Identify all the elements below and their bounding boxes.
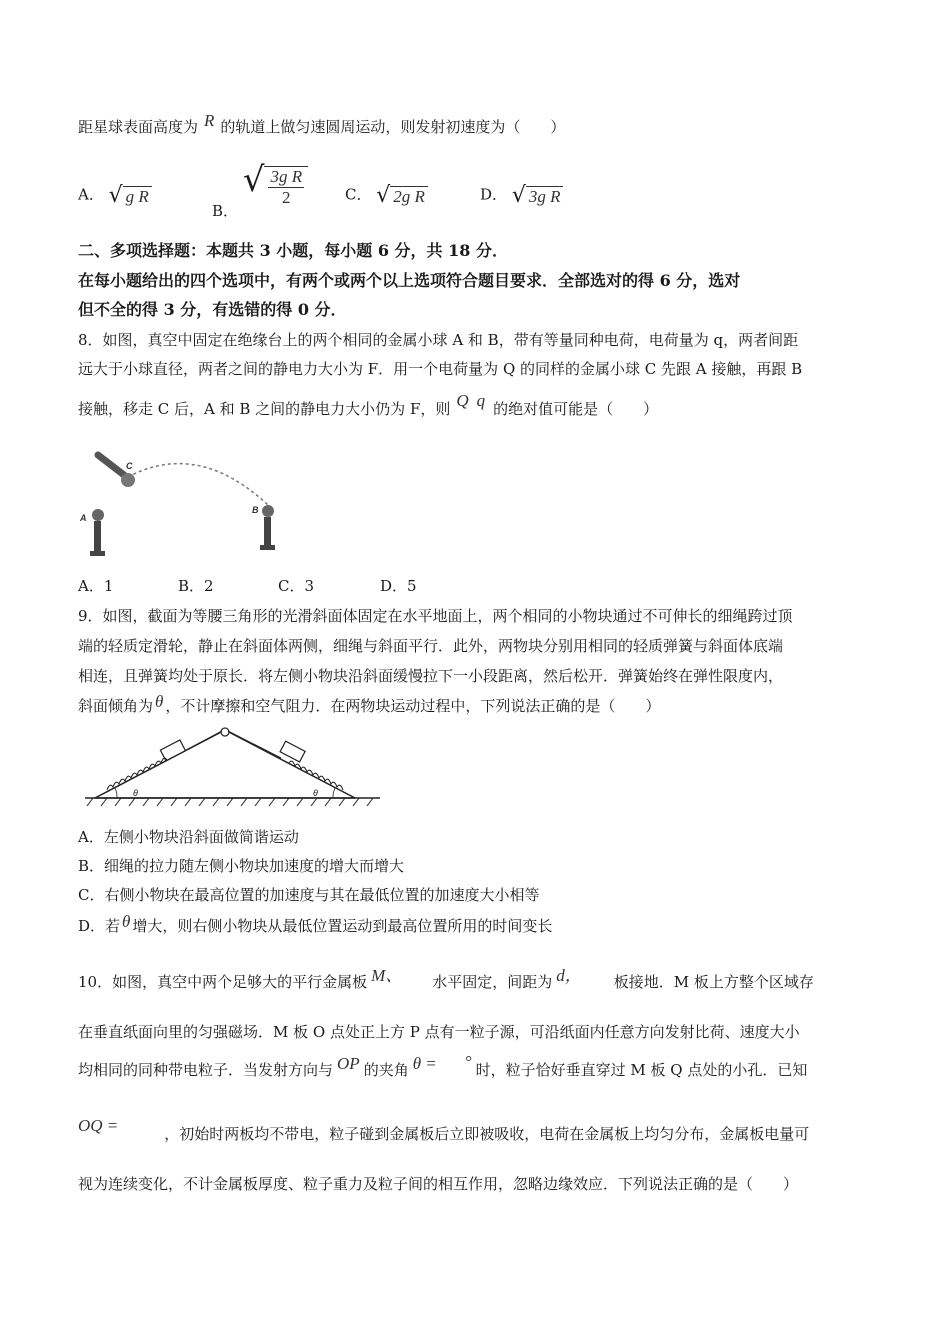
section2-instruction-2: 但不全的得 3 分，有选错的得 0 分．	[78, 300, 347, 319]
q10-line1: 10．如图，真空中两个足够大的平行金属板 M、 水平固定，间距为 d， 板接地．M 板上方整个区域存	[78, 966, 814, 991]
q7-option-a[interactable]: A． √ g R	[78, 183, 152, 208]
q10-line4: OQ = ，初始时两板均不带电，粒子碰到金属板后立即被吸收，电荷在金属板上均匀分布，金属板电量可	[78, 1116, 810, 1143]
spring-left	[107, 758, 167, 790]
block-left	[160, 740, 185, 761]
q7-option-c[interactable]: C． √ 2g R	[345, 183, 428, 208]
ball-c	[121, 473, 135, 487]
theta-symbol: θ	[122, 912, 131, 931]
q10-line3: 均相同的同种带电粒子．当发射方向与 OP 的夹角 θ = ° 时，粒子恰好垂直穿过 M 板 Q 点处的小孔．已知	[78, 1052, 808, 1079]
trajectory-arc	[128, 464, 268, 505]
q9-option-d[interactable]: D．若 θ 增大，则右侧小物块从最低位置运动到最高位置所用的时间变长	[78, 912, 553, 935]
pulley	[221, 728, 229, 736]
ball-c-handle	[98, 455, 124, 475]
svg-text:A: A	[80, 513, 87, 523]
block-right	[280, 741, 305, 762]
stand-a	[94, 521, 101, 553]
q7-option-b[interactable]: B． √ $\frac{\text{3g R}}{2}$	[212, 160, 308, 208]
q9-option-b[interactable]: B．细绳的拉力随左侧小物块加速度的增大而增大	[78, 857, 405, 875]
q9-line3: 相连，且弹簧均处于原长．将左侧小物块沿斜面缓慢拉下一小段距离，然后松开．弹簧始终在弹性限度内，	[78, 667, 784, 685]
q8-option-b[interactable]: B．2	[178, 577, 214, 595]
q7-option-d[interactable]: D． √ 3g R	[480, 183, 563, 208]
section2-instruction-1: 在每小题给出的四个选项中，有两个或两个以上选项符合题目要求．全部选对的得 6 分，选对	[78, 271, 741, 290]
svg-text:C: C	[126, 461, 133, 471]
q8-line2: 远大于小球直径，两者之间的静电力大小为 F．用一个电荷量为 Q 的同样的金属小球 C 先跟 A 接触，再跟 B	[78, 360, 803, 378]
theta-symbol: θ	[155, 692, 164, 711]
svg-text:θ: θ	[313, 788, 318, 798]
q8-figure	[78, 445, 288, 565]
q8-line1: 8．如图，真空中固定在绝缘台上的两个相同的金属小球 A 和 B，带有等量同种电荷，电荷量为 q，两者间距	[78, 331, 799, 349]
section2-title: 二、多项选择题：本题共 3 小题，每小题 6 分，共 18 分．	[78, 241, 508, 260]
svg-text:B: B	[252, 505, 259, 515]
q9-figure	[85, 726, 385, 808]
var-Q: Q	[456, 391, 469, 410]
q7-line1: 距星球表面高度为 R 的轨道上做匀速圆周运动，则发射初速度为（ ）	[78, 111, 566, 136]
ball-a	[92, 509, 104, 521]
q8-line3: 接触，移走 C 后，A 和 B 之间的静电力大小仍为 F，则 Q q 的绝对值可能是（ ）	[78, 391, 659, 418]
q9-option-a[interactable]: A．左侧小物块沿斜面做简谐运动	[78, 828, 299, 846]
q8-option-d[interactable]: D．5	[380, 577, 417, 595]
q9-line1: 9．如图，截面为等腰三角形的光滑斜面体固定在水平地面上，两个相同的小物块通过不可伸长的细绳跨过顶	[78, 607, 793, 625]
stand-b	[264, 517, 271, 547]
q10-line2: 在垂直纸面向里的匀强磁场．M 板 O 点处正上方 P 点有一粒子源，可沿纸面内任意方向发射比荷、速度大小	[78, 1023, 800, 1041]
svg-text:θ: θ	[133, 788, 138, 798]
q8-option-a[interactable]: A．1	[78, 577, 114, 595]
q9-line2: 端的轻质定滑轮，静止在斜面体两侧，细绳与斜面平行．此外，两物块分别用相同的轻质弹簧与斜面体底端	[78, 637, 784, 655]
q8-option-c[interactable]: C．3	[278, 577, 315, 595]
ball-b	[262, 505, 274, 517]
var-q: q	[476, 391, 486, 410]
q9-line4: 斜面倾角为 θ ，不计摩擦和空气阻力．在两物块运动过程中，下列说法正确的是（ ）	[78, 692, 661, 715]
q10-line5: 视为连续变化，不计金属板厚度、粒子重力及粒子间的相互作用，忽略边缘效应．下列说法正确的是（ ）	[78, 1175, 799, 1193]
var-R: R	[204, 111, 215, 130]
q9-option-c[interactable]: C．右侧小物块在最高位置的加速度与其在最低位置的加速度大小相等	[78, 886, 540, 904]
spring-right	[289, 761, 343, 790]
